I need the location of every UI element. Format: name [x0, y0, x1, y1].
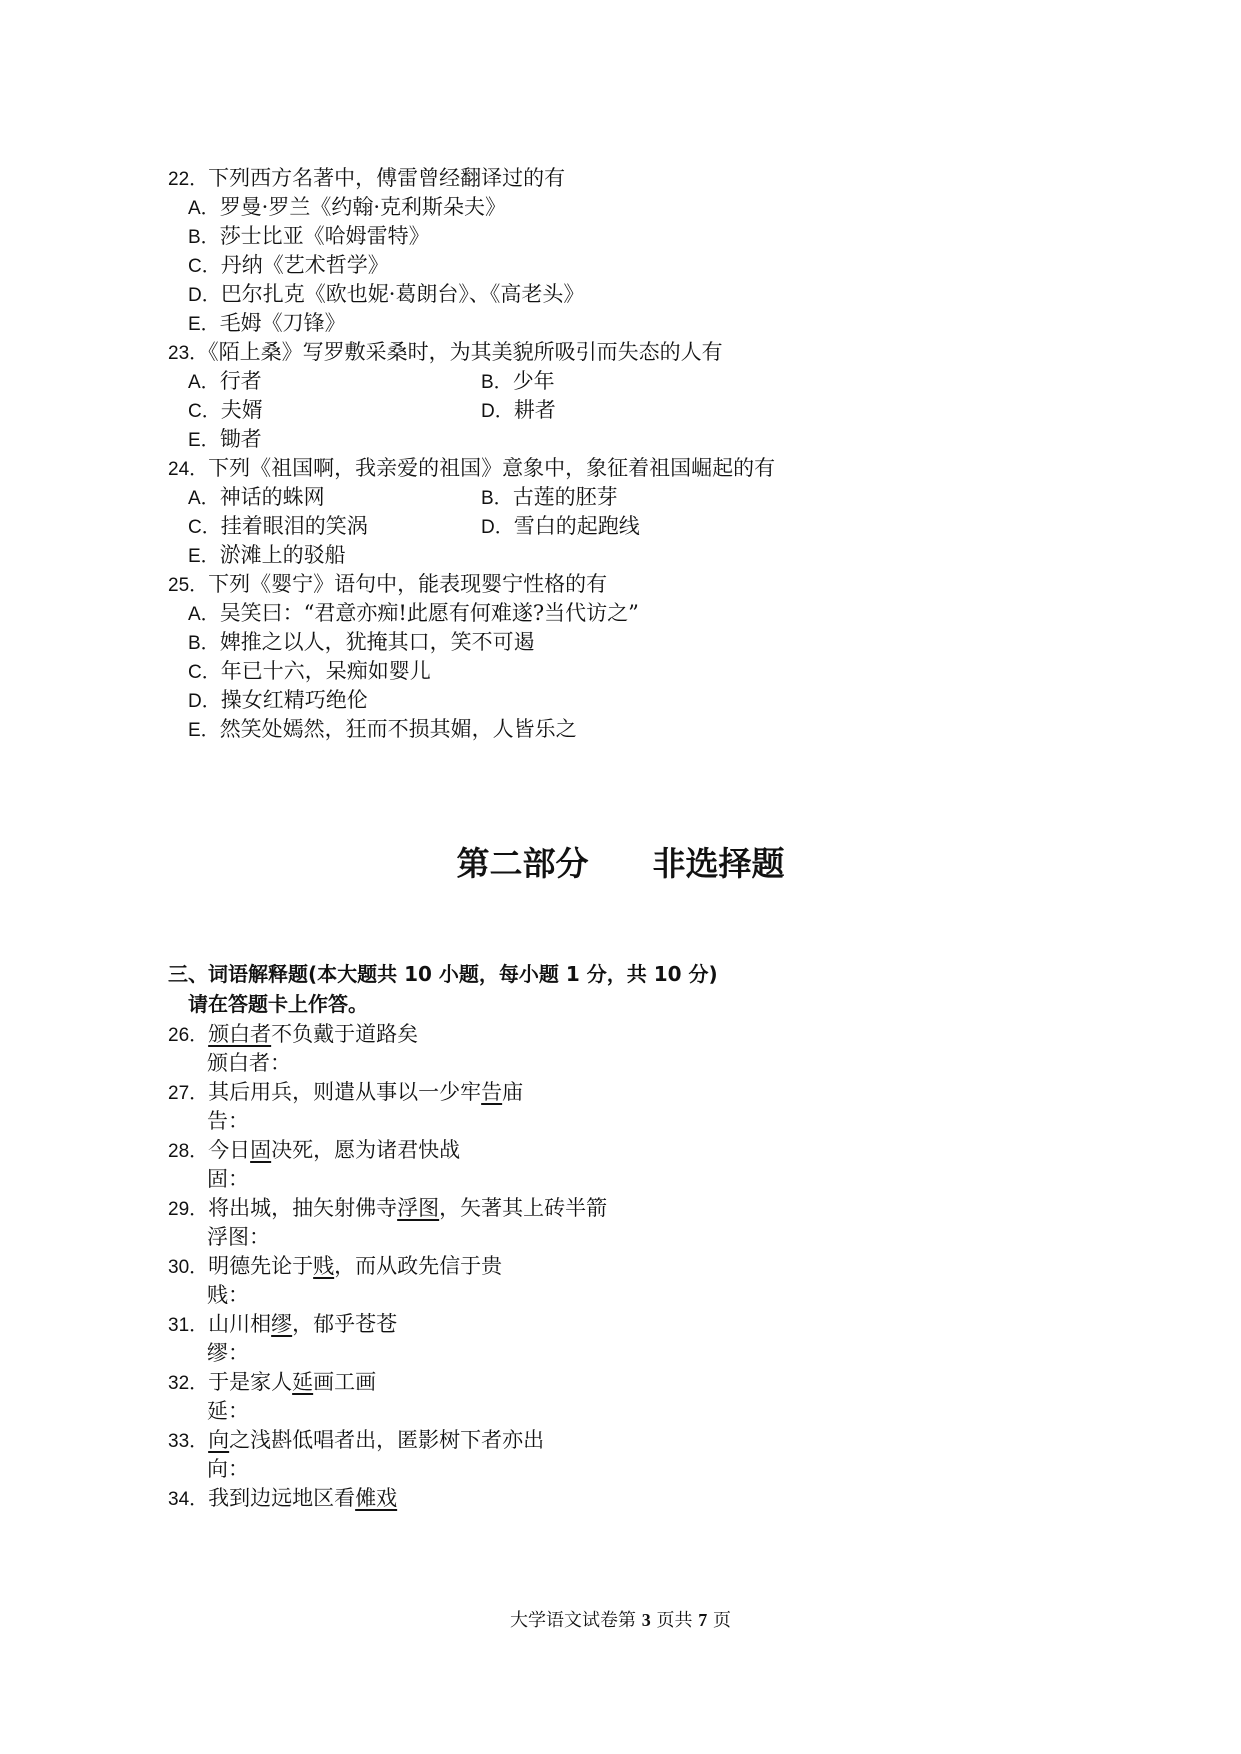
option: A．神话的蛛网	[188, 485, 325, 509]
question-number: 22．	[168, 169, 209, 190]
answer-label: 颁白者：	[207, 1051, 291, 1075]
answer-label: 延：	[207, 1399, 249, 1423]
question-number: 23．	[168, 343, 209, 364]
total-pages: 7	[698, 1610, 708, 1630]
option: E．淤滩上的驳船	[188, 543, 346, 567]
option: A．吴笑曰：“君意亦痴!此愿有何难遂?当代访之”	[188, 601, 639, 625]
option: D．雪白的起跑线	[481, 514, 640, 538]
answer-label: 缪：	[207, 1341, 249, 1365]
underlined-term: 向	[208, 1428, 230, 1452]
vocab-item-28: 28．今日固决死，愿为诸君快战	[168, 1138, 461, 1162]
answer-label: 固：	[207, 1167, 249, 1191]
section-instruction: 请在答题卡上作答。	[188, 992, 368, 1016]
question-stem: 下列《祖国啊，我亲爱的祖国》意象中，象征着祖国崛起的有	[208, 456, 776, 480]
option: D．耕者	[481, 398, 556, 422]
question-stem: 《陌上桑》写罗敷采桑时，为其美貌所吸引而失态的人有	[208, 340, 723, 364]
vocab-item-34: 34．我到边远地区看傩戏	[168, 1486, 398, 1510]
vocab-item-31: 31．山川相缪，郁乎苍苍	[168, 1312, 398, 1336]
option: E．锄者	[188, 427, 262, 451]
option: B．莎士比亚《哈姆雷特》	[188, 224, 430, 248]
page-footer: 大学语文试卷第 3 页共 7 页	[510, 1610, 731, 1631]
vocab-item-32: 32．于是家人延画工画	[168, 1370, 377, 1394]
vocab-item-26: 26．颁白者不负戴于道路矣	[168, 1022, 419, 1046]
question-stem: 下列西方名著中，傅雷曾经翻译过的有	[208, 166, 566, 190]
vocab-item-33: 33．向之浅斟低唱者出，匿影树下者亦出	[168, 1428, 545, 1452]
option: C．夫婿	[188, 398, 263, 422]
question-number: 25．	[168, 575, 209, 596]
vocab-item-27: 27．其后用兵，则遣从事以一少牢告庙	[168, 1080, 524, 1104]
option: C．挂着眼泪的笑涡	[188, 514, 368, 538]
option: B．少年	[481, 369, 555, 393]
part-two-title: 第二部分 非选择题	[456, 844, 785, 883]
answer-label: 贱：	[207, 1283, 249, 1307]
option: A．行者	[188, 369, 262, 393]
question-stem: 下列《婴宁》语句中，能表现婴宁性格的有	[208, 572, 608, 596]
page-number: 3	[641, 1610, 651, 1630]
underlined-term: 颁白者	[208, 1022, 272, 1046]
underlined-term: 缪	[271, 1312, 293, 1336]
underlined-term: 傩戏	[355, 1486, 398, 1510]
option: D．操女红精巧绝伦	[188, 688, 368, 712]
option: E．然笑处嫣然，狂而不损其媚，人皆乐之	[188, 717, 577, 741]
option: C．年已十六，呆痴如婴儿	[188, 659, 431, 683]
answer-label: 告：	[207, 1109, 249, 1133]
option: C．丹纳《艺术哲学》	[188, 253, 389, 277]
option: E．毛姆《刀锋》	[188, 311, 346, 335]
option: B．婢推之以人，犹掩其口，笑不可遏	[188, 630, 535, 654]
underlined-term: 贱	[313, 1254, 335, 1278]
vocab-item-29: 29．将出城，抽矢射佛寺浮图，矢著其上砖半箭	[168, 1196, 608, 1220]
option: B．古莲的胚芽	[481, 485, 618, 509]
answer-label: 浮图：	[207, 1225, 270, 1249]
question-number: 24．	[168, 459, 209, 480]
underlined-term: 延	[292, 1370, 314, 1394]
underlined-term: 告	[481, 1080, 503, 1104]
section-heading: 三、词语解释题(本大题共 10 小题，每小题 1 分，共 10 分)	[168, 962, 718, 986]
underlined-term: 浮图	[397, 1196, 440, 1220]
option: D．巴尔扎克《欧也妮·葛朗台》、《高老头》	[188, 282, 585, 306]
answer-label: 向：	[207, 1457, 249, 1481]
option: A．罗曼·罗兰《约翰·克利斯朵夫》	[188, 195, 507, 219]
underlined-term: 固	[250, 1138, 272, 1162]
vocab-item-30: 30．明德先论于贱，而从政先信于贵	[168, 1254, 503, 1278]
